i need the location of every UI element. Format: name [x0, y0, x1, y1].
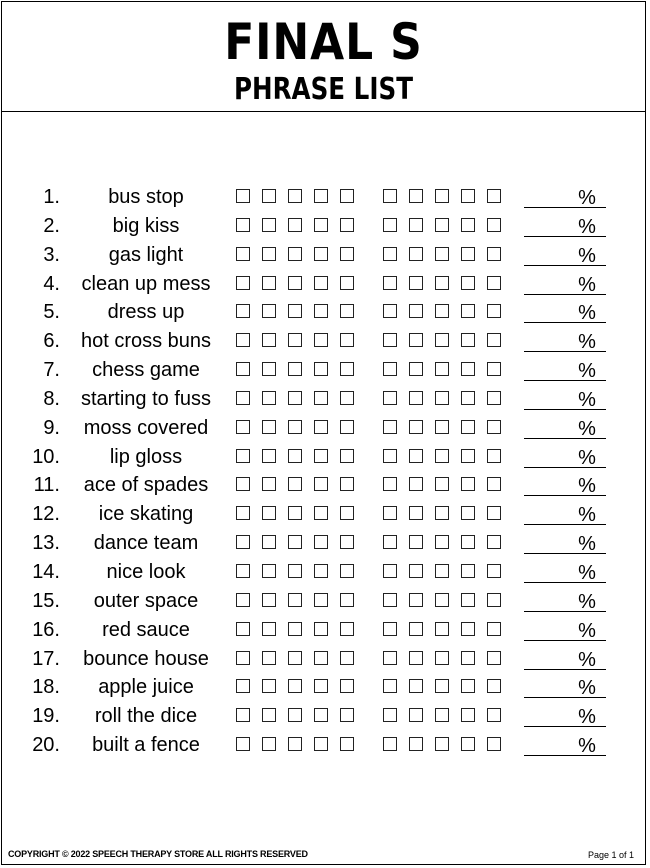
trial-set-1-checkbox[interactable]	[262, 189, 276, 203]
trial-set-2-checkbox[interactable]	[383, 420, 397, 434]
trial-set-2-checkbox[interactable]	[409, 276, 423, 290]
row-number: 19.	[32, 705, 60, 728]
trial-set-1-checkbox[interactable]	[340, 276, 354, 290]
trial-set-1-checkbox[interactable]	[236, 304, 250, 318]
trial-set-1-checkbox[interactable]	[236, 506, 250, 520]
phrase-row	[0, 587, 650, 616]
trial-set-1-checkbox[interactable]	[340, 651, 354, 665]
trial-set-2-checkbox[interactable]	[409, 535, 423, 549]
trial-set-2-checkbox[interactable]	[461, 477, 475, 491]
trial-set-1-checkbox[interactable]	[262, 218, 276, 232]
trial-set-2-checkbox[interactable]	[435, 189, 449, 203]
trial-set-2-checkbox[interactable]	[409, 593, 423, 607]
trial-set-2-checkbox[interactable]	[383, 651, 397, 665]
phrase-text: hot cross buns	[80, 330, 212, 353]
trial-set-1-checkbox[interactable]	[288, 593, 302, 607]
phrase-text: starting to fuss	[80, 387, 212, 410]
trial-set-1-checkbox[interactable]	[288, 449, 302, 463]
trial-set-1-checkbox[interactable]	[288, 651, 302, 665]
percent-sign: %	[578, 331, 596, 354]
trial-set-1-checkbox[interactable]	[288, 622, 302, 636]
trial-set-2-checkbox[interactable]	[409, 679, 423, 693]
trial-set-2-checkbox[interactable]	[383, 477, 397, 491]
trial-set-2-checkbox[interactable]	[435, 593, 449, 607]
trial-set-2-checkbox[interactable]	[487, 218, 501, 232]
trial-set-1-checkbox[interactable]	[262, 708, 276, 722]
phrase-text: lip gloss	[109, 445, 183, 468]
phrase-row	[0, 443, 650, 472]
trial-set-2-checkbox[interactable]	[383, 391, 397, 405]
trial-set-1-checkbox[interactable]	[288, 333, 302, 347]
trial-set-1-checkbox[interactable]	[288, 679, 302, 693]
trial-set-2-checkbox[interactable]	[409, 362, 423, 376]
trial-set-1-checkbox[interactable]	[314, 535, 328, 549]
percent-sign: %	[578, 302, 596, 325]
trial-set-2-checkbox[interactable]	[435, 218, 449, 232]
percent-sign: %	[578, 735, 596, 758]
trial-set-1-checkbox[interactable]	[340, 535, 354, 549]
trial-set-1-checkbox[interactable]	[236, 564, 250, 578]
trial-set-1-checkbox[interactable]	[314, 247, 328, 261]
trial-set-1-checkbox[interactable]	[288, 737, 302, 751]
trial-set-2-checkbox[interactable]	[435, 622, 449, 636]
trial-set-1-checkbox[interactable]	[340, 506, 354, 520]
trial-set-2-checkbox[interactable]	[409, 708, 423, 722]
trial-set-1-checkbox[interactable]	[262, 593, 276, 607]
trial-set-2-checkbox[interactable]	[461, 420, 475, 434]
phrase-row	[0, 212, 650, 241]
trial-set-2-checkbox[interactable]	[461, 391, 475, 405]
trial-set-1-checkbox[interactable]	[236, 622, 250, 636]
trial-set-1-checkbox[interactable]	[236, 391, 250, 405]
phrase-row	[0, 327, 650, 356]
phrase-row	[0, 702, 650, 731]
trial-set-1-checkbox[interactable]	[314, 449, 328, 463]
trial-set-2-checkbox[interactable]	[383, 189, 397, 203]
trial-set-2-checkbox[interactable]	[461, 564, 475, 578]
trial-set-2-checkbox[interactable]	[435, 651, 449, 665]
trial-set-2-checkbox[interactable]	[435, 247, 449, 261]
phrase-row	[0, 183, 650, 212]
trial-set-2-checkbox[interactable]	[461, 622, 475, 636]
phrase-text: chess game	[92, 359, 200, 382]
trial-set-2-checkbox[interactable]	[409, 737, 423, 751]
trial-set-2-checkbox[interactable]	[383, 737, 397, 751]
trial-set-1-checkbox[interactable]	[288, 708, 302, 722]
trial-set-1-checkbox[interactable]	[314, 477, 328, 491]
percent-sign: %	[578, 417, 596, 440]
trial-set-1-checkbox[interactable]	[340, 622, 354, 636]
trial-set-2-checkbox[interactable]	[435, 362, 449, 376]
trial-set-1-checkbox[interactable]	[314, 679, 328, 693]
trial-set-2-checkbox[interactable]	[461, 449, 475, 463]
trial-set-1-checkbox[interactable]	[236, 535, 250, 549]
trial-set-2-checkbox[interactable]	[383, 218, 397, 232]
trial-set-1-checkbox[interactable]	[340, 391, 354, 405]
trial-set-2-checkbox[interactable]	[383, 362, 397, 376]
trial-set-1-checkbox[interactable]	[236, 362, 250, 376]
trial-set-1-checkbox[interactable]	[236, 477, 250, 491]
phrase-row	[0, 616, 650, 645]
phrase-row	[0, 270, 650, 299]
row-number: 11.	[33, 474, 60, 497]
percent-sign: %	[578, 677, 596, 700]
trial-set-2-checkbox[interactable]	[461, 218, 475, 232]
page-number: Page 1 of 1	[587, 850, 634, 860]
trial-set-2-checkbox[interactable]	[487, 189, 501, 203]
trial-set-2-checkbox[interactable]	[435, 564, 449, 578]
trial-set-2-checkbox[interactable]	[435, 506, 449, 520]
trial-set-1-checkbox[interactable]	[262, 564, 276, 578]
trial-set-2-checkbox[interactable]	[409, 391, 423, 405]
phrase-row	[0, 241, 650, 270]
phrase-text: red sauce	[102, 618, 190, 641]
trial-set-1-checkbox[interactable]	[288, 420, 302, 434]
trial-set-1-checkbox[interactable]	[288, 247, 302, 261]
trial-set-1-checkbox[interactable]	[236, 420, 250, 434]
trial-set-2-checkbox[interactable]	[461, 593, 475, 607]
trial-set-1-checkbox[interactable]	[340, 362, 354, 376]
trial-set-1-checkbox[interactable]	[314, 708, 328, 722]
trial-set-1-checkbox[interactable]	[314, 622, 328, 636]
trial-set-1-checkbox[interactable]	[314, 651, 328, 665]
phrase-row	[0, 298, 650, 327]
trial-set-2-checkbox[interactable]	[383, 708, 397, 722]
percent-sign: %	[578, 273, 596, 296]
trial-set-1-checkbox[interactable]	[262, 651, 276, 665]
trial-set-1-checkbox[interactable]	[262, 477, 276, 491]
trial-set-2-checkbox[interactable]	[409, 189, 423, 203]
trial-set-1-checkbox[interactable]	[340, 737, 354, 751]
trial-set-2-checkbox[interactable]	[383, 276, 397, 290]
trial-set-1-checkbox[interactable]	[288, 189, 302, 203]
trial-set-2-checkbox[interactable]	[461, 189, 475, 203]
row-number: 6.	[43, 330, 60, 353]
trial-set-1-checkbox[interactable]	[340, 708, 354, 722]
percent-sign: %	[578, 187, 596, 209]
row-number: 12.	[32, 503, 60, 526]
phrase-text: big kiss	[112, 214, 180, 237]
trial-set-1-checkbox[interactable]	[314, 506, 328, 520]
trial-set-1-checkbox[interactable]	[340, 247, 354, 261]
trial-set-2-checkbox[interactable]	[487, 304, 501, 318]
trial-set-1-checkbox[interactable]	[340, 304, 354, 318]
trial-set-2-checkbox[interactable]	[409, 420, 423, 434]
trial-set-1-checkbox[interactable]	[236, 276, 250, 290]
row-number: 10.	[32, 445, 60, 468]
trial-set-2-checkbox[interactable]	[435, 304, 449, 318]
trial-set-1-checkbox[interactable]	[236, 651, 250, 665]
trial-set-2-checkbox[interactable]	[461, 737, 475, 751]
trial-set-1-checkbox[interactable]	[262, 420, 276, 434]
trial-set-1-checkbox[interactable]	[340, 189, 354, 203]
row-number: 13.	[32, 532, 60, 555]
phrase-text: gas light	[108, 243, 184, 266]
percent-sign: %	[578, 533, 596, 556]
trial-set-2-checkbox[interactable]	[487, 477, 501, 491]
trial-set-2-checkbox[interactable]	[383, 564, 397, 578]
row-number: 17.	[32, 647, 60, 670]
row-number: 1.	[43, 186, 60, 208]
trial-set-1-checkbox[interactable]	[288, 218, 302, 232]
percent-sign: %	[578, 590, 596, 613]
phrase-text: dress up	[107, 301, 185, 324]
row-number: 9.	[43, 416, 60, 439]
percent-sign: %	[578, 446, 596, 469]
percent-sign: %	[578, 475, 596, 498]
percent-sign: %	[578, 648, 596, 671]
trial-set-1-checkbox[interactable]	[340, 477, 354, 491]
phrase-row	[0, 471, 650, 500]
trial-set-1-checkbox[interactable]	[314, 304, 328, 318]
trial-set-2-checkbox[interactable]	[383, 622, 397, 636]
trial-set-2-checkbox[interactable]	[487, 449, 501, 463]
page-title: FINAL S	[224, 13, 423, 71]
trial-set-2-checkbox[interactable]	[487, 247, 501, 261]
phrase-text: clean up mess	[81, 272, 211, 295]
trial-set-1-checkbox[interactable]	[262, 737, 276, 751]
phrase-text: apple juice	[98, 676, 194, 699]
phrase-text: built a fence	[92, 734, 200, 757]
trial-set-1-checkbox[interactable]	[314, 189, 328, 203]
trial-set-2-checkbox[interactable]	[435, 333, 449, 347]
trial-set-2-checkbox[interactable]	[383, 593, 397, 607]
trial-set-1-checkbox[interactable]	[262, 362, 276, 376]
percent-sign: %	[578, 619, 596, 642]
trial-set-2-checkbox[interactable]	[461, 679, 475, 693]
trial-set-2-checkbox[interactable]	[487, 737, 501, 751]
trial-set-1-checkbox[interactable]	[314, 420, 328, 434]
trial-set-2-checkbox[interactable]	[435, 420, 449, 434]
trial-set-1-checkbox[interactable]	[288, 391, 302, 405]
trial-set-2-checkbox[interactable]	[487, 420, 501, 434]
trial-set-1-checkbox[interactable]	[314, 333, 328, 347]
percent-sign: %	[578, 360, 596, 383]
phrase-text: dance team	[93, 532, 199, 555]
trial-set-2-checkbox[interactable]	[435, 708, 449, 722]
trial-set-1-checkbox[interactable]	[262, 449, 276, 463]
trial-set-2-checkbox[interactable]	[461, 362, 475, 376]
trial-set-1-checkbox[interactable]	[262, 679, 276, 693]
trial-set-2-checkbox[interactable]	[435, 535, 449, 549]
phrase-row	[0, 558, 650, 587]
trial-set-2-checkbox[interactable]	[409, 333, 423, 347]
trial-set-2-checkbox[interactable]	[383, 449, 397, 463]
trial-set-1-checkbox[interactable]	[288, 535, 302, 549]
trial-set-1-checkbox[interactable]	[236, 218, 250, 232]
trial-set-1-checkbox[interactable]	[288, 506, 302, 520]
phrase-row	[0, 673, 650, 702]
trial-set-2-checkbox[interactable]	[409, 506, 423, 520]
trial-set-2-checkbox[interactable]	[487, 362, 501, 376]
row-number: 18.	[32, 676, 60, 699]
trial-set-2-checkbox[interactable]	[461, 276, 475, 290]
trial-set-1-checkbox[interactable]	[314, 218, 328, 232]
row-number: 4.	[43, 272, 60, 295]
trial-set-2-checkbox[interactable]	[487, 651, 501, 665]
copyright-text: COPYRIGHT © 2022 SPEECH THERAPY STORE ALL RIGHTS RESERVED	[8, 849, 308, 859]
trial-set-1-checkbox[interactable]	[236, 737, 250, 751]
row-number: 8.	[43, 387, 60, 410]
row-number: 20.	[32, 734, 60, 757]
trial-set-1-checkbox[interactable]	[314, 391, 328, 405]
row-number: 16.	[32, 618, 60, 641]
trial-set-2-checkbox[interactable]	[487, 679, 501, 693]
trial-set-1-checkbox[interactable]	[262, 506, 276, 520]
trial-set-2-checkbox[interactable]	[461, 247, 475, 261]
trial-set-2-checkbox[interactable]	[435, 449, 449, 463]
trial-set-2-checkbox[interactable]	[409, 218, 423, 232]
trial-set-1-checkbox[interactable]	[340, 333, 354, 347]
percent-sign: %	[578, 388, 596, 411]
trial-set-2-checkbox[interactable]	[461, 506, 475, 520]
trial-set-1-checkbox[interactable]	[340, 564, 354, 578]
trial-set-1-checkbox[interactable]	[340, 593, 354, 607]
phrase-text: nice look	[106, 560, 186, 583]
percent-sign: %	[578, 215, 596, 238]
trial-set-2-checkbox[interactable]	[383, 247, 397, 261]
trial-set-1-checkbox[interactable]	[236, 449, 250, 463]
trial-set-2-checkbox[interactable]	[461, 535, 475, 549]
trial-set-2-checkbox[interactable]	[435, 391, 449, 405]
trial-set-2-checkbox[interactable]	[487, 593, 501, 607]
trial-set-1-checkbox[interactable]	[314, 593, 328, 607]
phrase-text: moss covered	[83, 416, 209, 439]
trial-set-1-checkbox[interactable]	[288, 477, 302, 491]
page-subtitle: PHRASE LIST	[233, 72, 414, 107]
trial-set-1-checkbox[interactable]	[236, 708, 250, 722]
trial-set-2-checkbox[interactable]	[409, 304, 423, 318]
trial-set-1-checkbox[interactable]	[340, 420, 354, 434]
trial-set-2-checkbox[interactable]	[383, 506, 397, 520]
percent-sign: %	[578, 244, 596, 267]
phrase-row	[0, 414, 650, 443]
trial-set-2-checkbox[interactable]	[487, 564, 501, 578]
trial-set-2-checkbox[interactable]	[461, 651, 475, 665]
header	[2, 2, 645, 112]
trial-set-1-checkbox[interactable]	[288, 362, 302, 376]
row-number: 5.	[43, 301, 60, 324]
trial-set-2-checkbox[interactable]	[487, 391, 501, 405]
trial-set-1-checkbox[interactable]	[236, 333, 250, 347]
trial-set-1-checkbox[interactable]	[340, 218, 354, 232]
trial-set-2-checkbox[interactable]	[487, 333, 501, 347]
trial-set-1-checkbox[interactable]	[262, 276, 276, 290]
phrase-text: bus stop	[108, 186, 184, 208]
trial-set-2-checkbox[interactable]	[461, 304, 475, 318]
row-number: 15.	[32, 589, 60, 612]
trial-set-2-checkbox[interactable]	[409, 651, 423, 665]
trial-set-2-checkbox[interactable]	[409, 622, 423, 636]
trial-set-2-checkbox[interactable]	[435, 276, 449, 290]
trial-set-1-checkbox[interactable]	[262, 333, 276, 347]
trial-set-2-checkbox[interactable]	[409, 477, 423, 491]
trial-set-1-checkbox[interactable]	[340, 679, 354, 693]
trial-set-2-checkbox[interactable]	[409, 564, 423, 578]
row-number: 3.	[43, 243, 60, 266]
percent-sign: %	[578, 504, 596, 527]
trial-set-2-checkbox[interactable]	[383, 679, 397, 693]
percent-sign: %	[578, 706, 596, 729]
trial-set-1-checkbox[interactable]	[314, 362, 328, 376]
phrase-row	[0, 500, 650, 529]
trial-set-2-checkbox[interactable]	[461, 333, 475, 347]
phrase-row	[0, 385, 650, 414]
trial-set-2-checkbox[interactable]	[383, 535, 397, 549]
trial-set-2-checkbox[interactable]	[487, 276, 501, 290]
trial-set-2-checkbox[interactable]	[435, 679, 449, 693]
trial-set-1-checkbox[interactable]	[288, 304, 302, 318]
phrase-row	[0, 645, 650, 674]
trial-set-2-checkbox[interactable]	[409, 247, 423, 261]
trial-set-1-checkbox[interactable]	[236, 593, 250, 607]
trial-set-2-checkbox[interactable]	[487, 708, 501, 722]
trial-set-1-checkbox[interactable]	[236, 679, 250, 693]
phrase-row	[0, 731, 650, 760]
phrase-text: outer space	[93, 589, 199, 612]
trial-set-1-checkbox[interactable]	[262, 391, 276, 405]
phrase-row	[0, 356, 650, 385]
trial-set-1-checkbox[interactable]	[262, 247, 276, 261]
trial-set-2-checkbox[interactable]	[383, 333, 397, 347]
trial-set-1-checkbox[interactable]	[340, 449, 354, 463]
row-number: 2.	[43, 214, 60, 237]
trial-set-1-checkbox[interactable]	[262, 304, 276, 318]
phrase-list	[0, 183, 650, 760]
row-number: 7.	[43, 359, 60, 382]
phrase-row	[0, 529, 650, 558]
trial-set-1-checkbox[interactable]	[262, 535, 276, 549]
trial-set-2-checkbox[interactable]	[487, 535, 501, 549]
trial-set-2-checkbox[interactable]	[383, 304, 397, 318]
trial-set-2-checkbox[interactable]	[487, 506, 501, 520]
trial-set-1-checkbox[interactable]	[288, 564, 302, 578]
trial-set-1-checkbox[interactable]	[288, 276, 302, 290]
trial-set-1-checkbox[interactable]	[236, 189, 250, 203]
trial-set-2-checkbox[interactable]	[461, 708, 475, 722]
trial-set-1-checkbox[interactable]	[236, 247, 250, 261]
trial-set-1-checkbox[interactable]	[314, 276, 328, 290]
trial-set-2-checkbox[interactable]	[487, 622, 501, 636]
trial-set-2-checkbox[interactable]	[435, 737, 449, 751]
phrase-text: bounce house	[83, 647, 209, 670]
trial-set-1-checkbox[interactable]	[314, 737, 328, 751]
trial-set-1-checkbox[interactable]	[262, 622, 276, 636]
phrase-text: roll the dice	[94, 705, 198, 728]
trial-set-2-checkbox[interactable]	[409, 449, 423, 463]
row-number: 14.	[32, 560, 60, 583]
phrase-text: ace of spades	[83, 474, 209, 497]
percent-sign: %	[578, 561, 596, 584]
phrase-text: ice skating	[98, 503, 194, 526]
trial-set-1-checkbox[interactable]	[314, 564, 328, 578]
trial-set-2-checkbox[interactable]	[435, 477, 449, 491]
